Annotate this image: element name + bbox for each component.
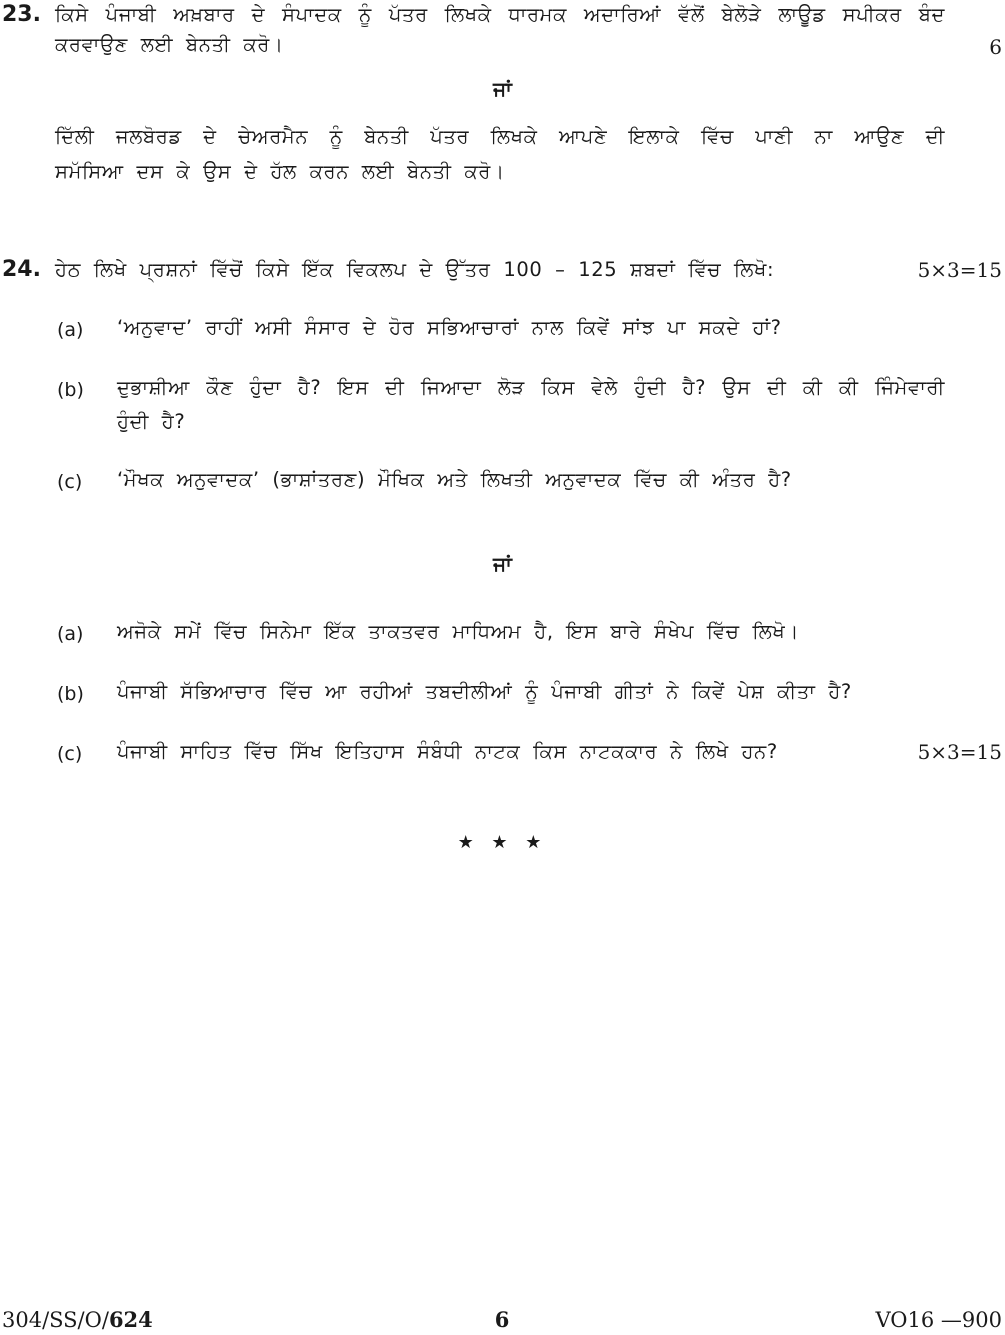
- q24-marks: 5×3=15: [917, 258, 1002, 282]
- footer-paper-code-number: 624: [108, 1307, 153, 1332]
- q24-set-b-option-c-text: ਪੰਜਾਬੀ ਸਾਹਿਤ ਵਿੱਚ ਸਿੱਖ ਇਤਿਹਾਸ ਸੰਬੰਧੀ ਨਾਟਕ ਕਿਸ ਨਾਟਕਕਾਰ ਨੇ ਲਿਖੇ ਹਨ?: [117, 740, 778, 763]
- q24-set-a-option-a-text: ‘ਅਨੁਵਾਦ’ ਰਾਹੀਂ ਅਸੀ ਸੰਸਾਰ ਦੇ ਹੋਰ ਸਭਿਆਚਾਰਾਂ ਨਾਲ ਕਿਵੇਂ ਸਾਂਝ ਪਾ ਸਕਦੇ ਹਾਂ?: [117, 316, 782, 339]
- q24-set-b-marks: 5×3=15: [917, 740, 1002, 764]
- q23-alt-text-line-1: ਦਿੱਲੀ ਜਲਬੋਰਡ ਦੇ ਚੇਅਰਮੈਨ ਨੂੰ ਬੇਨਤੀ ਪੱਤਰ ਲਿਖਕੇ ਆਪਣੇ ਇਲਾਕੇ ਵਿੱਚ ਪਾਣੀ ਨਾ ਆਉਣ ਦੀ: [55, 125, 945, 148]
- q24-or-label: ਜਾਂ: [493, 552, 512, 576]
- q24-set-b-option-b-label: (b): [57, 683, 84, 705]
- footer-paper-code-prefix: 304/SS/O/: [2, 1308, 109, 1332]
- q24-set-a-option-b-label: (b): [57, 379, 84, 401]
- q24-set-b-option-a-text: ਅਜੋਕੇ ਸਮੇਂ ਵਿੱਚ ਸਿਨੇਮਾ ਇੱਕ ਤਾਕਤਵਰ ਮਾਧਿਅਮ ਹੈ, ਇਸ ਬਾਰੇ ਸੰਖੇਪ ਵਿੱਚ ਲਿਖੋ।: [117, 620, 800, 643]
- q24-set-a-option-a-label: (a): [57, 319, 84, 341]
- q24-instruction: ਹੇਠ ਲਿਖੇ ਪ੍ਰਸ਼ਨਾਂ ਵਿੱਚੋਂ ਕਿਸੇ ਇੱਕ ਵਿਕਲਪ ਦੇ ਉੱਤਰ 100 – 125 ਸ਼ਬਦਾਂ ਵਿੱਚ ਲਿਖੋ:: [55, 258, 775, 281]
- q24-set-a-option-c-text: ‘ਮੌਖਕ ਅਨੁਵਾਦਕ’ (ਭਾਸ਼ਾਂਤਰਣ) ਮੌਖਿਕ ਅਤੇ ਲਿਖਤੀ ਅਨੁਵਾਦਕ ਵਿੱਚ ਕੀ ਅੰਤਰ ਹੈ?: [117, 468, 792, 491]
- q24-set-a-option-b-text-line-2: ਹੁੰਦੀ ਹੈ?: [117, 410, 186, 433]
- q23-or-label: ਜਾਂ: [493, 77, 512, 101]
- q24-set-b-option-c-label: (c): [57, 743, 83, 765]
- question-number-23: 23.: [2, 2, 41, 27]
- q23-text-line-1: ਕਿਸੇ ਪੰਜਾਬੀ ਅਖ਼ਬਾਰ ਦੇ ਸੰਪਾਦਕ ਨੂੰ ਪੱਤਰ ਲਿਖਕੇ ਧਾਰਮਕ ਅਦਾਰਿਆਂ ਵੱਲੋਂ ਬੇਲੋੜੇ ਲਾਊਡ ਸਪੀਕਰ ਬੰਦ: [55, 3, 945, 26]
- q24-set-b-option-a-label: (a): [57, 623, 84, 645]
- end-of-paper-stars: ★ ★ ★: [457, 832, 548, 853]
- q24-set-a-option-c-label: (c): [57, 471, 83, 493]
- q23-marks: 6: [989, 35, 1002, 59]
- footer-paper-code: [2, 1305, 153, 1335]
- q24-set-b-option-b-text: ਪੰਜਾਬੀ ਸੱਭਿਆਚਾਰ ਵਿੱਚ ਆ ਰਹੀਆਂ ਤਬਦੀਲੀਆਂ ਨੂੰ ਪੰਜਾਬੀ ਗੀਤਾਂ ਨੇ ਕਿਵੇਂ ਪੇਸ਼ ਕੀਤਾ ਹੈ?: [117, 680, 852, 703]
- q24-set-a-option-b-text-line-1: ਦੁਭਾਸ਼ੀਆ ਕੌਣ ਹੁੰਦਾ ਹੈ? ਇਸ ਦੀ ਜਿਆਦਾ ਲੋੜ ਕਿਸ ਵੇਲੇ ਹੁੰਦੀ ਹੈ? ਉਸ ਦੀ ਕੀ ਕੀ ਜਿੰਮੇਵਾਰੀ: [117, 376, 945, 399]
- footer-page-number: 6: [494, 1307, 510, 1332]
- footer-right-code: VO16 —900: [875, 1308, 1002, 1332]
- question-number-24: 24.: [2, 257, 41, 282]
- q23-alt-text-line-2: ਸਮੱਸਿਆ ਦਸ ਕੇ ਉਸ ਦੇ ਹੱਲ ਕਰਨ ਲਈ ਬੇਨਤੀ ਕਰੋ।: [55, 160, 505, 183]
- q23-text-line-2: ਕਰਵਾਉਣ ਲਈ ਬੇਨਤੀ ਕਰੋ।: [55, 33, 284, 56]
